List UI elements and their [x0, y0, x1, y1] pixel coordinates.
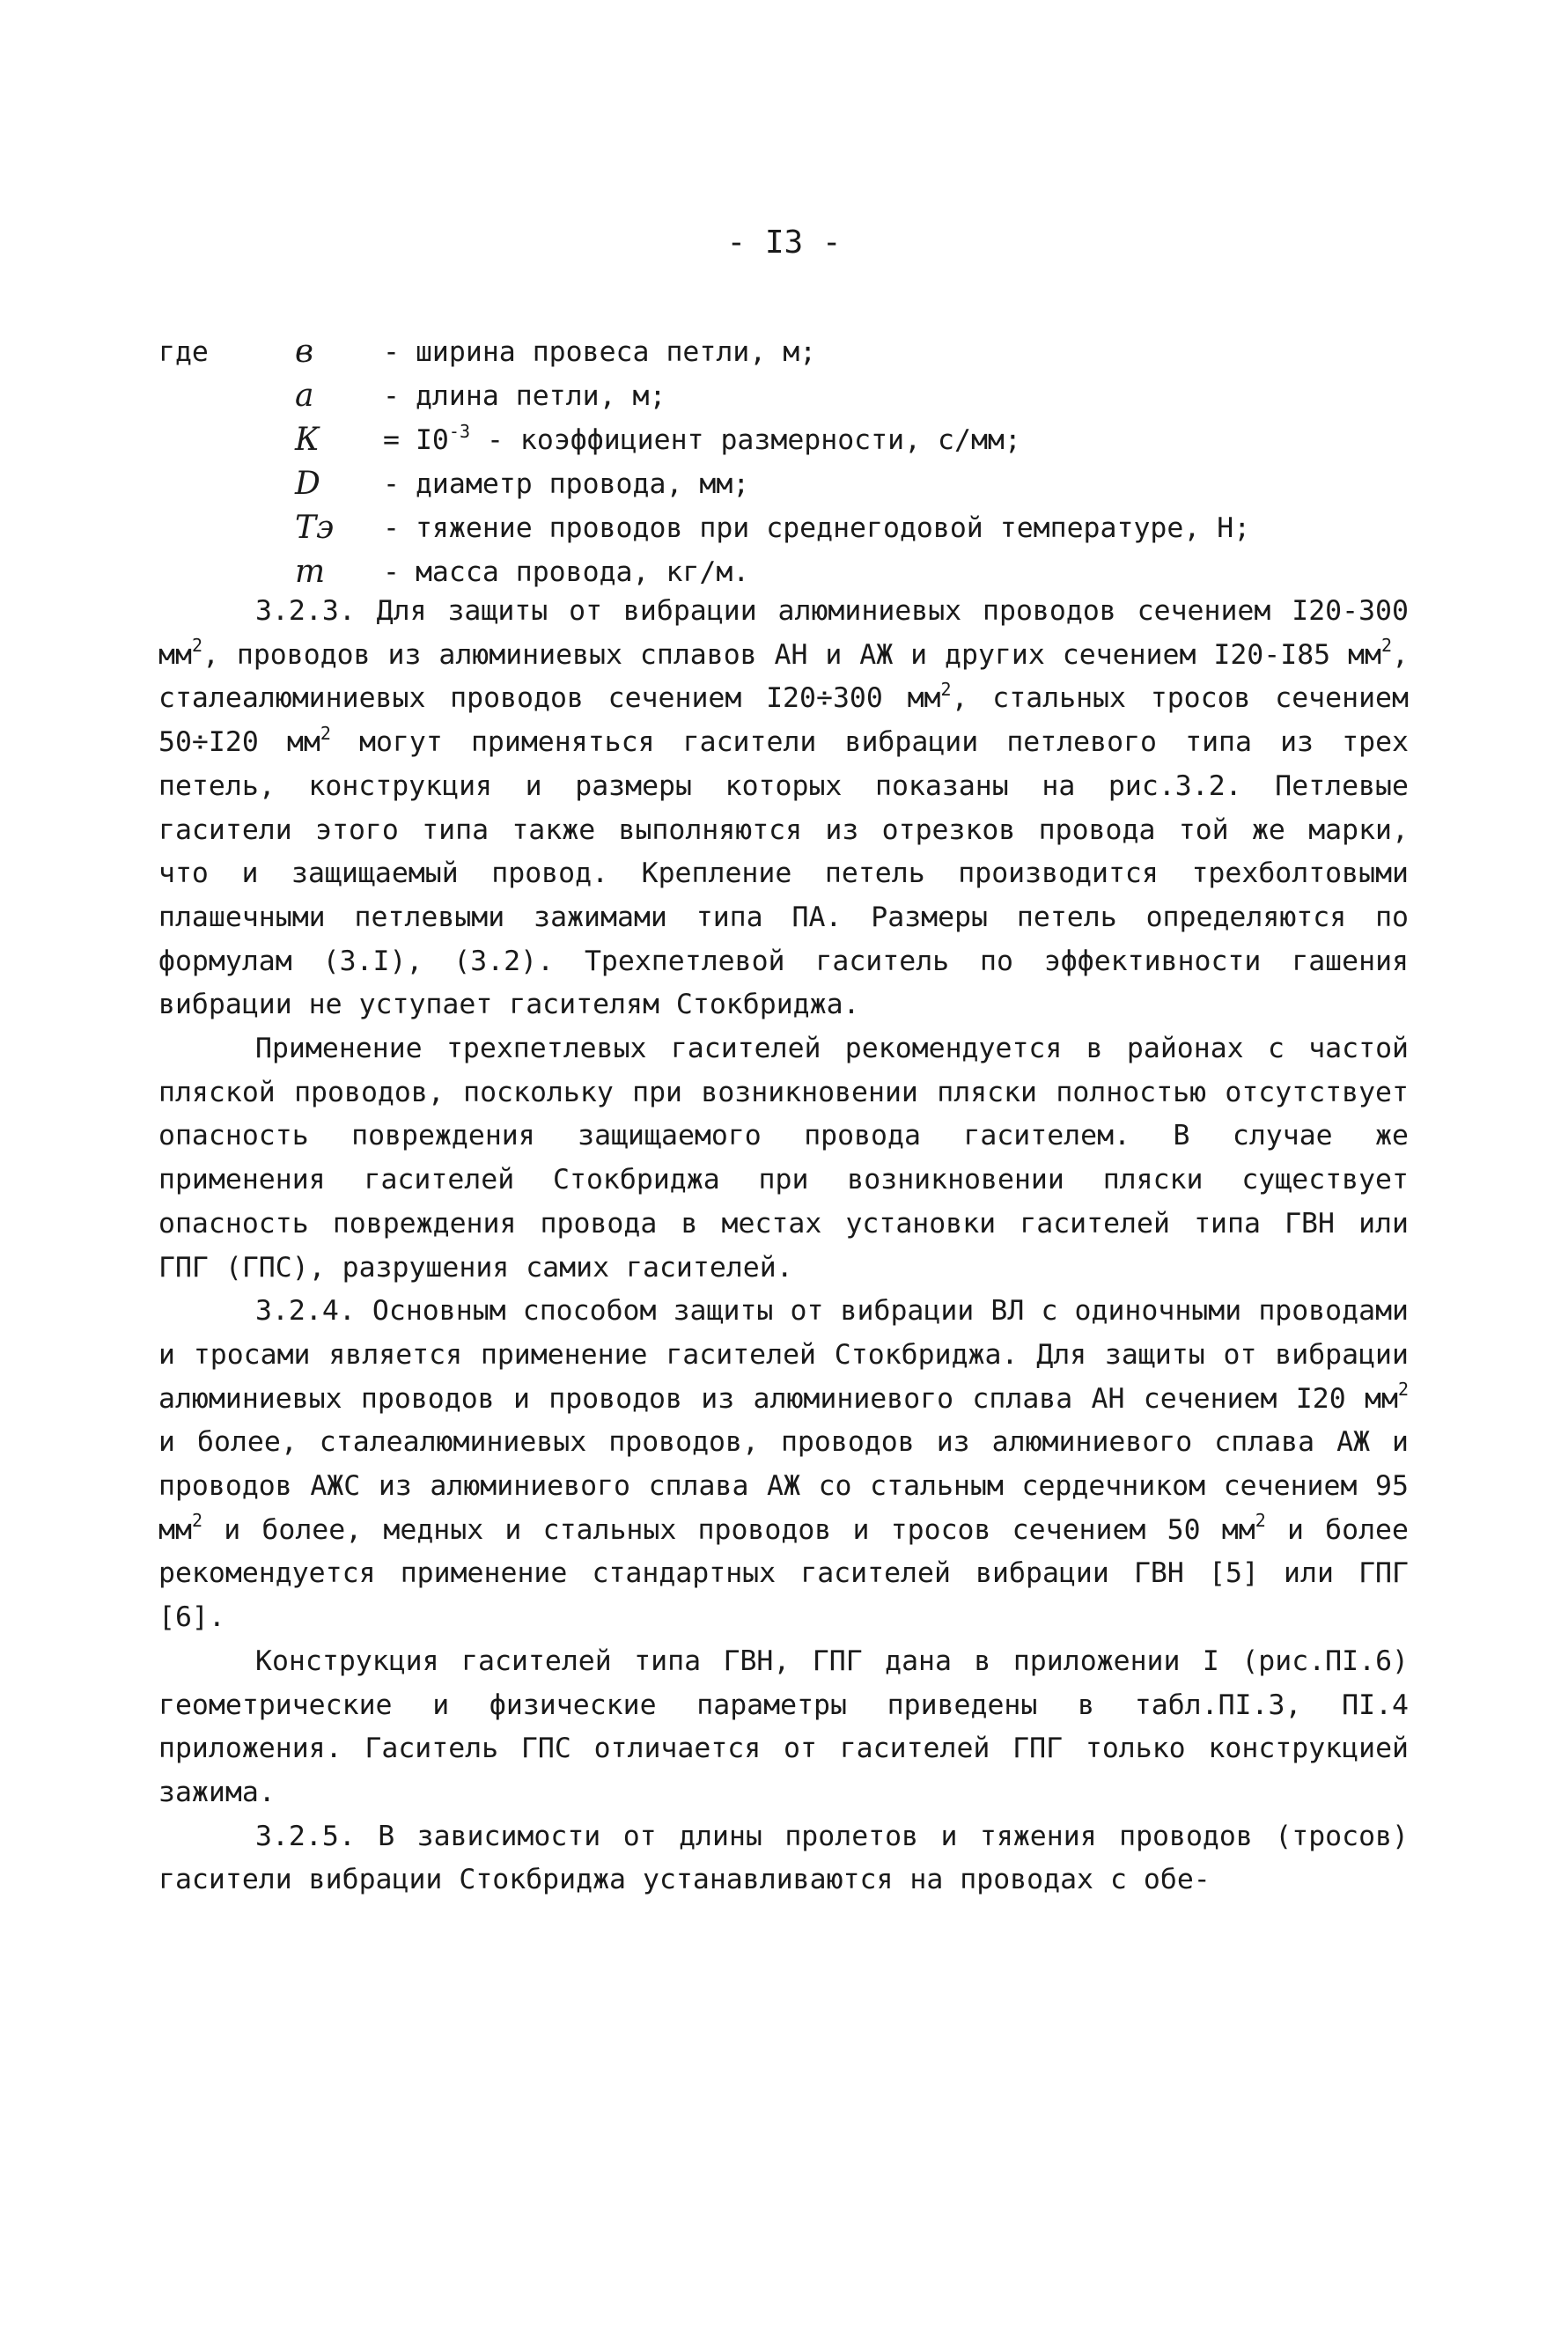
- text-segment: 3.2.5. В зависимости от длины пролетов и тяжения проводов (тросов) гасители вибрации Стокбриджа устанавливаются на проводах с обе-: [158, 1820, 1409, 1896]
- legend-row: [158, 418, 1426, 462]
- superscript: 2: [1397, 1379, 1409, 1401]
- legend-sign: -: [383, 512, 400, 544]
- text-segment: , проводов из алюминиевых сплавов АН и АЖ и других сечением I20-I85 мм: [202, 638, 1381, 671]
- legend-row: [158, 330, 1426, 374]
- legend-symbol: Тэ: [295, 510, 335, 546]
- legend-sign: -: [383, 336, 400, 368]
- legend-symbol: а: [295, 378, 314, 414]
- legend-row: [158, 550, 1426, 594]
- paragraph-3-2-4: [158, 1290, 1409, 1640]
- legend-symbol: К: [295, 422, 320, 458]
- text-segment: могут применяться гасители вибрации петлевого типа из трех петель, конструкция и размеры которых показаны на рис.3.2. Петлевые гасители этого типа также выполняются из отрезков провода той же марки, что и защищаемый провод. Крепление петель производится трехболтовыми плашечными петлевыми зажимами типа ПА. Размеры петель определяются по формулам (3.I), (3.2). Трехпетлевой гаситель по эффективности гашения вибрации не уступает гасителям Стокбриджа.: [158, 726, 1409, 1021]
- body-text: [158, 590, 1409, 1902]
- legend-definition: масса провода, кг/м.: [415, 556, 750, 588]
- page-number: - I3 -: [726, 224, 842, 261]
- superscript: 2: [191, 1510, 202, 1532]
- legend-exponent: -3: [448, 420, 470, 442]
- legend-definition: тяжение проводов при среднегодовой температуре, Н;: [415, 512, 1251, 544]
- superscript: 2: [1255, 1510, 1266, 1532]
- superscript: 2: [940, 678, 952, 700]
- text-segment: , стальных тросов сечением 50÷I20 мм: [158, 682, 1409, 759]
- text-segment: Применение трехпетлевых гасителей рекомендуется в районах с частой пляской проводов, поскольку при возникновении пляски полностью отсутствует опасность повреждения защищаемого провода гасителем. В случае же применения гасителей Стокбриджа при возникновении пляски существует опасность повреждения провода в местах установки гасителей типа ГВН или ГПГ (ГПС), разрушения самих гасителей.: [158, 1033, 1409, 1284]
- text-segment: 3.2.4. Основным способом защиты от вибрации ВЛ с одиночными проводами и тросами является применение гасителей Стокбриджа. Для защиты от вибрации алюминиевых проводов и проводов из алюминиевого сплава АН сечением I20 мм: [158, 1295, 1409, 1415]
- symbol-legend: [158, 330, 1426, 594]
- text-segment: и более, сталеалюминиевых проводов, проводов из алюминиевого сплава АЖ и проводов АЖС из алюминиевого сплава АЖ со стальным сердечником сечением 95 мм: [158, 1426, 1409, 1546]
- paragraph-3-2-5: [158, 1815, 1409, 1902]
- text-segment: и более, медных и стальных проводов и тросов сечением 50 мм: [202, 1513, 1255, 1546]
- legend-definition-tail: - коэффициент размерности, с/мм;: [470, 424, 1021, 456]
- legend-symbol: т: [295, 554, 326, 590]
- legend-definition: I0: [415, 424, 449, 456]
- text-segment: , сталеалюминиевых проводов сечением I20÷300 мм: [158, 638, 1409, 715]
- legend-row: [158, 506, 1426, 550]
- legend-sign: -: [383, 556, 400, 588]
- text-segment: Конструкция гасителей типа ГВН, ГПГ дана в приложении I (рис.ПI.6) геометрические и физические параметры приведены в табл.ПI.3, ПI.4 приложения. Гаситель ГПС отличается от гасителей ГПГ только конструкцией зажима.: [158, 1645, 1409, 1808]
- legend-row: [158, 374, 1426, 418]
- legend-definition: длина петли, м;: [415, 380, 666, 412]
- text-segment: 3.2.3. Для защиты от вибрации алюминиевых проводов сечением I20-300 мм: [158, 595, 1409, 671]
- paragraph-galloping: [158, 1027, 1409, 1290]
- legend-symbol: в: [295, 334, 313, 370]
- superscript: 2: [320, 722, 331, 744]
- legend-symbol: D: [295, 466, 320, 502]
- paragraph-damper-design: [158, 1640, 1409, 1815]
- legend-sign: -: [383, 380, 400, 412]
- text-segment: и более рекомендуется применение стандартных гасителей вибрации ГВН [5] или ГПГ [6].: [158, 1513, 1409, 1634]
- legend-definition: диаметр провода, мм;: [415, 468, 750, 500]
- legend-row: [158, 462, 1426, 506]
- superscript: 2: [1380, 635, 1393, 657]
- superscript: 2: [191, 635, 202, 657]
- legend-sign: =: [383, 424, 400, 456]
- legend-sign: -: [383, 468, 400, 500]
- legend-intro: где: [158, 336, 209, 368]
- legend-definition: ширина провеса петли, м;: [415, 336, 817, 368]
- paragraph-3-2-3: [158, 590, 1409, 1027]
